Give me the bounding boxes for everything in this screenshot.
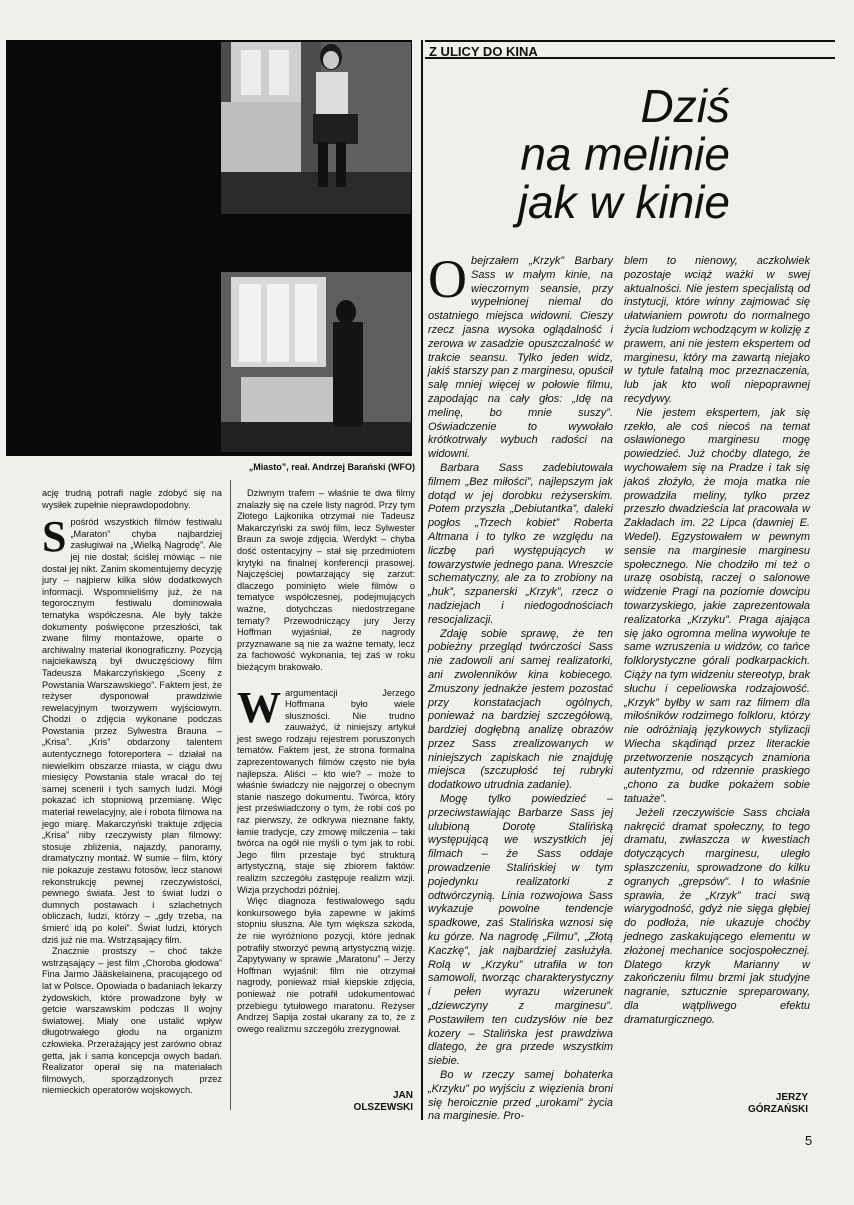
right-article-column-1 — [428, 249, 613, 1124]
article-title — [490, 82, 730, 226]
author-signature-left: JAN OLSZEWSKI — [353, 1090, 413, 1113]
drop-cap: W — [237, 682, 281, 732]
column-divider — [421, 40, 423, 1120]
right-paragraph: Barbara Sass zadebiutowała filmem „Bez miłości”, najlepszym jak dotąd w jej dorobku reżyserskim. Potem przyszła „Debiutantka”, daleki pogłos „Trzech kobiet” Roberta Altmana i to tylko ze względu na liczbę pań występujących w towarzystwie jednego pana. Wreszcie schematyczny, ale za to zrobiony na „huk”, szpanerski „Krzyk”, rzecz o nadziejach i niedogodnościach resocjalizacji. — [428, 461, 613, 626]
title-line-2: na melinie — [520, 128, 730, 180]
page-number: 5 — [805, 1133, 813, 1148]
author-signature-right: JERZY GÓRZAŃSKI — [748, 1092, 808, 1115]
film-still-woman-seated — [221, 42, 411, 214]
right-article-column-2 — [624, 255, 810, 1028]
right-paragraph: Zdaję sobie sprawę, że ten pobieżny przegląd twórczości Sass nie zadowoli ani samej realizatorki, ani zwolenników kina kobiecego. Zmuszony jednakże jestem pozostać przy konstatacjach ogólnych, ponieważ na bardziej szczegółową, bardziej dogłębną analizę obrazów przez Sass zrealizowanych w niniejszych zapiskach nie znajduję miejsca (szczupłość tej rubryki dodatkowo utrudnia zadanie). — [428, 627, 613, 792]
middle-article-column — [237, 488, 415, 1035]
right-paragraph: Obejrzałem „Krzyk” Barbary Sass w małym kinie, na wieczornym seansie, przy wypełnionej niemal do ostatniego miejsca widowni. Cieszy rzecz jasna wysoka oglądalność i zerowa w zasadzie opuszczalność w trakcie seansu. Tylko jeden widz, jakiś starszy pan z marginesu, opuścił salę mniej więcej w połowie filmu, zapodając na cały głos: „Idę na melinę, bo mnie suszy”. Oświadczenie to wywołało krótkotrwały wybuch radości na widowni. — [428, 249, 613, 461]
right-paragraph: Bo w rzeczy samej bohaterka „Krzyku” po wyjściu z więzienia broni się heroicznie przed „urokami” życia na marginesie. Pro- — [428, 1069, 613, 1123]
left-article-column — [42, 488, 222, 1097]
left-paragraph: Znacznie prostszy – choć także wstrząsający – jest film „Choroba głodowa” Fina Jarmo Jääskelainena, pracującego od lat w Polsce. Opowiada o badaniach lekarzy żydowskich, które prowadzone były w getcie warszawskim podczas II wojny światowej. Miały one ustalić wpływ długotrwałego głodu na organizm człowieka. Przerażający jest zarówno obraz getta, jak i sama koncepcja owych badań. Realizator operał się na materiałach filmowych, sporządzonych przez niemieckich operatorów wojskowych. — [42, 946, 222, 1096]
left-paragraph: Spośród wszystkich filmów festiwalu „Maraton” chyba najbardziej zasługiwał na „Wielką Nagrodę”. Ale jej nie dostał; ściślej mówiąc – nie dostał jej nikt. Zanim skomentujemy decyzję jury – najpierw kilka słów dodatkowych informacji. Wspomnieliśmy już, że na tegorocznym festiwalu dominowała tematyka współczesna. Ale były także dokumenty poświęcone przeszłości, tak zwane filmy montażowe, oparte o archiwalny materiał ikonograficzny. Pozycją najciekawszą był dwuczęściowy film Tadeusza Makarczyńskiego „Sceny z Powstania Warszawskiego”. Faktem jest, że reżyser dysponował prawdziwie rewelacyjnym tworzywem wyjściowym. Chodzi o zdjęcia wykonane podczas Powstania przez Sylwestra Brauna – „Krisa”. „Kris” obdarzony talentem autentycznego fotoreportera – działał na niewielkim obszarze miasta, w ciągu dwu miesięcy Powstania stale wracał do tej samej scenerii i tych samych ludzi. Mógł pokazać ich stopniową przemianę. Więc materiał rewelacyjny, ale i robota filmowa na jego miarę. Makarczyński traktuje zdjęcia „Krisa” niby rzeczywisty plan filmowy: stosuje zbliżenia, najazdy, panoramy, dramatyczny montaż. W sumie – film, który nie pokazuje zestawu fotosów, lecz stanowi rekonstrukcję pewnej rzeczywistości, pewnego świata. Jest to świat ludzi o dumnych postawach i szlachetnych obliczach, ludzi, którzy – „gdy trzeba, na śmierć idą po kolei”. Świat ludzi, których dziś już nie ma. Wstrząsający film. — [42, 512, 222, 945]
film-still-photo — [6, 40, 412, 456]
photo-caption: „Miasto”, reał. Andrzej Barański (WFO) — [248, 462, 415, 472]
right-paragraph: blem to nienowy, aczkolwiek pozostaje wciąż ważki w swej aktualności. Nie jestem specjalistą od instytucji, które winny zajmować się ułatwianiem powrotu do normalnego życia ludziom wchodzącym w kolizję z prawem, ani nie jestem ekspertem od marginesu, który ma zawartą niejako w tytule fatalną moc przeznaczenia, lub jak kto woli niepoprawnej recydywy. — [624, 255, 810, 405]
drop-cap: O — [428, 249, 467, 309]
middle-paragraph: Dziwnym trafem – właśnie te dwa filmy znalazły się na czele listy nagród. Przy tym Złotego Lajkonika otrzymał nie Tadeusz Makarczyński za swój film, lecz Sylwester Braun za swoje zdjęcia. Werdykt – chyba dość ostentacyjny – stał się przedmiotem krytyki na finalnej konferencji prasowej. Najczęściej powtarzający się zarzut: dlaczego pominięto wiele filmów o tematyce współczesnej, podejmujących ważne, dotychczas niedostrzegane tematy? Przewodniczący jury Jerzy Hoffman wyjaśniał, że nagrody przyznawane są nie za ważne tematy, lecz za fachowość wykonania, tej zaś w roku bieżącym brakowało. — [237, 488, 415, 672]
middle-paragraph: Wargumentacji Jerzego Hoffmana było wiele słuszności. Nie trudno zauważyć, iż niniejszy artykuł jest swego rodzaju rejestrem poruszonych tematów. Faktem jest, że strona formalna zaprezentowanych filmów często nie była najlepsza. Aliści – kto wie? – może to właśnie świadczy nie najgorzej o obecnym stanie naszego dokumentu. Twórca, który jest przeświadczony o tym, że robi coś po raz pierwszy, że odkrywa nieznane fakty, łamie tradycje, czy zmowę milczenia – taki twórca na ogół nie myśli o tym jak to robi. Jego film przestaje być strukturą artystyczną, staje się zbiorem faktów: realizm szczegółu zastępuje realizm wizji. Wizja przychodzi później. — [237, 682, 415, 895]
section-label: Z ULICY DO KINA — [425, 40, 835, 59]
title-line-3: jak w kinie — [517, 176, 730, 228]
right-paragraph: Nie jestem ekspertem, jak się rzekło, ale coś niecoś na temat osławionego marginesu mogę powiedzieć. Już choćby dlatego, że wychowałem się na Pradze i tak się jakoś złożyło, że moja matka nie prowadziła meliny, tylko przez przeszło dwadzieścia lat pracowała w Zakładach im. 22 Lipca (dawniej E. Wedel). Egzystowałem w pewnym sensie na marginesie marginesu społecznego. Nie chodziło mi też o urazę osobistą, raczej o salonowe widzenie Pragi na poziomie dowcipu towarzyskiego, jakie zaprezentowała realizatorka „Krzyku”. Praga ajająca się jako ogromna melina wywołuje te same wzruszenia u widzów, co tańce folklorystyczne górali podkarpackich. Ciąży na tym widzeniu stereotyp, brak słuchu i cepeliowska rodzajowość. „Krzyk” byłby w sam raz filmem dla miłośników rodzimego folkloru, którzy nie odróżniają językowych stylizacji Wiecha skądinąd przez literackie przetworzenie noszących znamiona autentyzmu, od rdzennie praskiego „chono za budke pokażem sobie tatuaże”. — [624, 406, 810, 806]
drop-cap: S — [42, 512, 67, 562]
right-paragraph: Jeżeli rzeczywiście Sass chciała nakręcić dramat społeczny, to tego dramatu, zwłaszcza w kwestiach dotyczących marginesu, uległo spłaszczeniu, sprowadzone do kilku ogranych „grepsów”. I to właśnie sprawia, że „Krzyk” traci swą wiarygodność, gdyż nie sięga głębiej do podłoża, nie ukazuje choćby jednego zaskakującego elementu w złożonej mechanice socjospołecznej. Dlatego krzyk Marianny w zakończeniu filmu brzmi jak studyjne nagranie, sztucznie spreparowany, dla wątpliwego efektu dramaturgicznego. — [624, 806, 810, 1026]
right-paragraph: Mogę tylko powiedzieć – przeciwstawiając Barbarze Sass jej ulubioną Dorotę Stalińską występującą we wszystkich jej filmach – że Sass oddaje prowadzenie Stalińskiej w tym pojedynku realizatorki z odtwórczynią. Linia rozwojowa Sass wykazuje powolne tendencje spadkowe, zaś Stalińska wznosi się ku górze. Na nagrodę „Filmu”, „Złotą Kaczkę”, jak najbardziej zasłużyła. Rolą w „Krzyku” utrafiła w ton samowoli, tworząc charakterystyczny i pełen wyrazu wizerunek „dziewczyny z marginesu”. Postawiłem ten cudzysłów nie bez kozery – Stalińska jest prawdziwa dlatego, że gra przede wszystkim siebie. — [428, 793, 613, 1068]
column-divider-left — [230, 480, 231, 1110]
left-paragraph: ację trudną potrafi nagle zdobyć się na wysiłek zupełnie nieprawdopodobny. — [42, 488, 222, 510]
title-line-1: Dziś — [640, 80, 730, 132]
middle-paragraph: Więc diagnoza festiwalowego sądu konkursowego była zapewne w jakimś stopniu słuszna. Ale tym większa szkoda, że nie wyróżniono pozycji, które jednak potrafiły stworzyć pewną artystyczną wizję. Zapytywany w sprawie „Maratonu” – Jerzy Hoffman wyjaśnił: film nie otrzymał nagrody, ponieważ miał kiepskie zdjęcia, ponieważ nie potrafił udokumentować przebiegu tytułowego maratonu. Reżyser Andrzej Sapija został ukarany za to, że z owego realizmu szczegółu zrezygnował. — [237, 896, 415, 1034]
film-still-window-figure — [221, 272, 411, 452]
